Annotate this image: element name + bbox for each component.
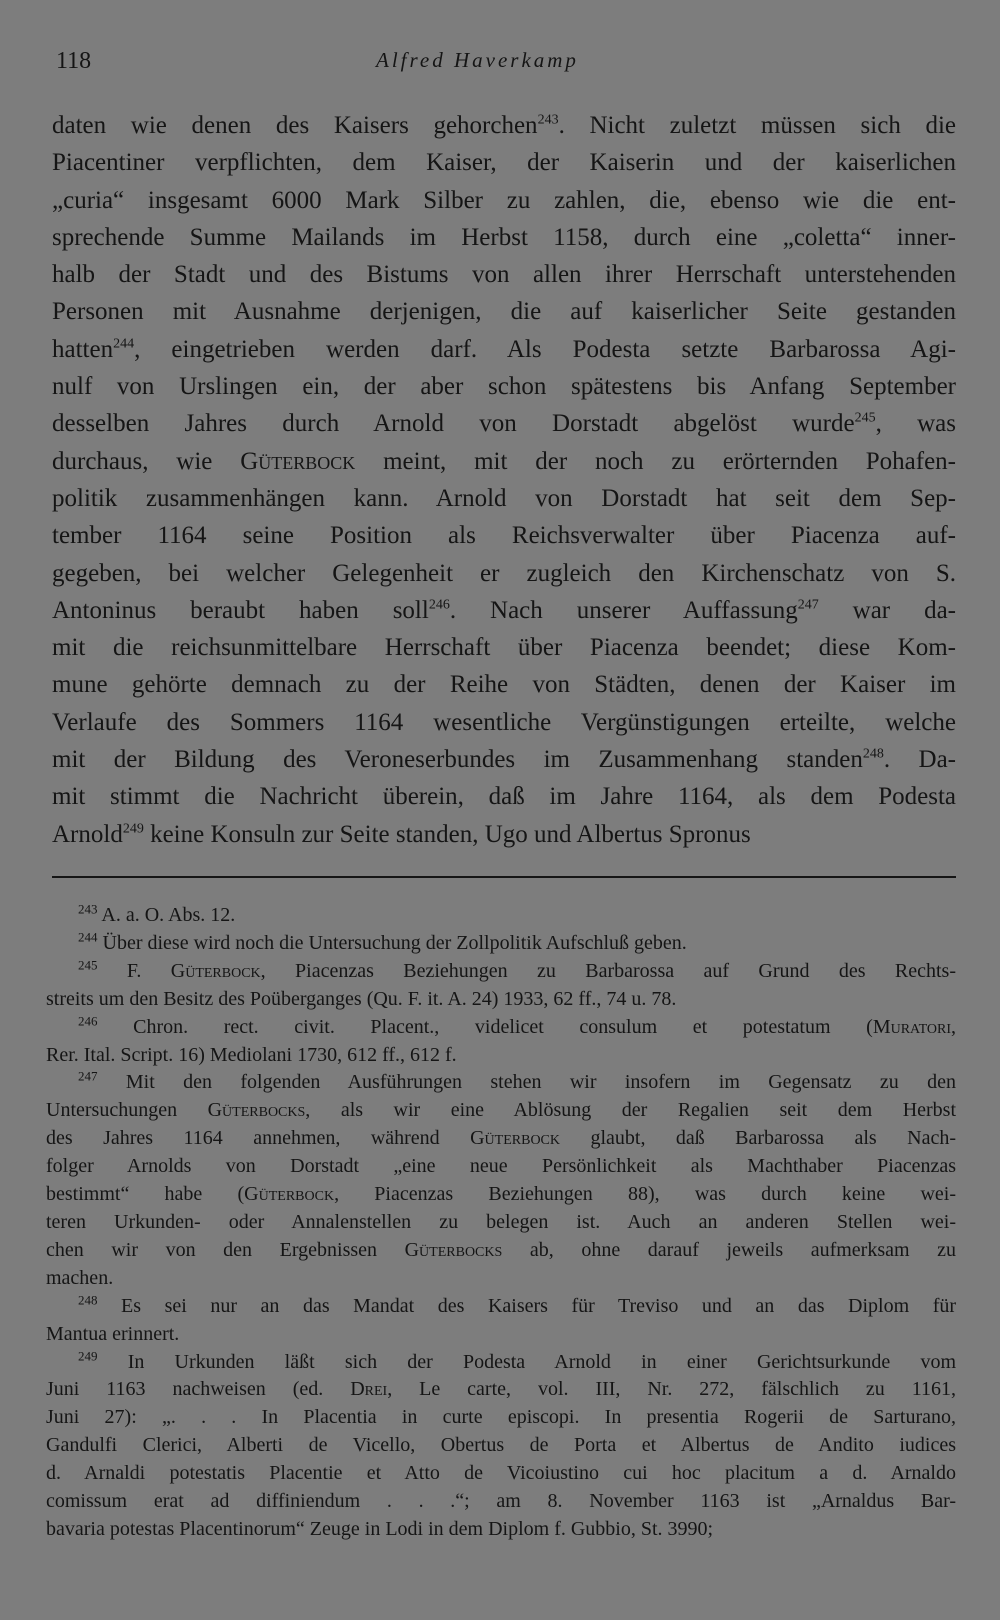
text-segment: bavaria potestas Placentinorum“ Zeuge in Lodi in dem Diplom f. Gubbio, St. 3990; xyxy=(46,1517,714,1540)
footnote-number: 243 xyxy=(78,902,98,917)
text-line xyxy=(52,480,956,517)
text-segment: Juni 1163 nachweisen (ed. xyxy=(46,1378,351,1401)
author-name: Güterbocks xyxy=(404,1238,503,1261)
text-segment: mit die reichsunmittelbare Herrschaft über Piacenza beendet; diese Kom- xyxy=(52,634,956,662)
text-segment: mune gehörte demnach zu der Reihe von Städten, denen der Kaiser im xyxy=(52,671,956,699)
text-line xyxy=(52,368,956,405)
footnote-line xyxy=(46,958,956,986)
text-segment: Mit den folgenden Ausführungen stehen wir insofern im Gegensatz zu den xyxy=(125,1071,956,1094)
text-segment: „curia“ insgesamt 6000 Mark Silber zu zahlen, die, ebenso wie die ent- xyxy=(52,186,956,214)
footnote-reference: 245 xyxy=(854,411,876,427)
text-line xyxy=(52,741,956,778)
text-segment: Verlaufe des Sommers 1164 wesentliche Vergünstigungen erteilte, welche xyxy=(52,708,956,736)
text-segment: , was xyxy=(875,410,956,438)
footnote-reference: 243 xyxy=(537,112,559,128)
text-segment: glaubt, daß Barbarossa als Nach- xyxy=(560,1127,956,1150)
footnote-line xyxy=(46,1042,956,1070)
footnote-line xyxy=(46,1488,956,1516)
footnote-line xyxy=(46,1069,956,1097)
text-segment: durchaus, wie xyxy=(52,447,241,475)
text-segment: chen wir von den Ergebnissen xyxy=(46,1238,405,1261)
text-line xyxy=(52,293,956,330)
footnote xyxy=(46,930,956,958)
footnote-rule xyxy=(52,876,956,878)
text-line xyxy=(52,629,956,666)
text-segment: meint, mit der noch zu erörternden Pohafen- xyxy=(355,447,956,475)
text-segment: bestimmt“ habe ( xyxy=(46,1183,245,1206)
text-line xyxy=(52,555,956,592)
footnote-number: 247 xyxy=(78,1069,98,1084)
author-name: Drei xyxy=(350,1378,388,1401)
text-line xyxy=(52,331,956,368)
footnote-line xyxy=(46,1265,956,1293)
text-segment: des Jahres 1164 annehmen, während xyxy=(46,1127,471,1150)
footnote xyxy=(46,1069,956,1292)
footnote-reference: 248 xyxy=(862,746,884,762)
text-line xyxy=(52,816,956,853)
text-segment: , Piacenzas Beziehungen 88), was durch keine wei- xyxy=(334,1183,956,1206)
text-segment: war da- xyxy=(818,596,956,624)
footnote-line xyxy=(46,1516,956,1544)
author-name: Güterbock xyxy=(170,959,261,982)
running-head: Alfred Haverkamp xyxy=(376,48,579,72)
text-segment: machen. xyxy=(46,1266,114,1289)
text-line xyxy=(52,778,956,815)
footnote-line xyxy=(46,986,956,1014)
footnotes xyxy=(46,902,956,1544)
footnote-number: 248 xyxy=(78,1292,98,1308)
text-segment: , als wir eine Ablösung der Regalien seit dem Herbst xyxy=(305,1099,956,1122)
text-segment: Untersuchungen xyxy=(46,1099,208,1122)
text-segment: Juni 27): „. . . In Placentia in curte episcopi. In presentia Rogerii de Sarturano, xyxy=(46,1406,956,1429)
text-segment: Rer. Ital. Script. 16) Mediolani 1730, 612 ff., 612 f. xyxy=(46,1043,457,1066)
text-segment: Arnold xyxy=(52,820,123,848)
page-header xyxy=(56,48,956,84)
text-segment: Antoninus beraubt haben soll xyxy=(52,596,429,624)
author-name: Güterbocks xyxy=(207,1099,306,1122)
footnote-line xyxy=(46,1125,956,1153)
text-segment: F. xyxy=(126,959,171,982)
footnote xyxy=(46,1014,956,1070)
footnote-line xyxy=(46,1404,956,1432)
footnote-reference: 247 xyxy=(797,597,819,613)
text-segment: tember 1164 seine Position als Reichsverwalter über Piacenza auf- xyxy=(52,522,956,550)
text-segment: gegeben, bei welcher Gelegenheit er zugleich den Kirchenschatz von S. xyxy=(52,559,956,587)
text-segment: Personen mit Ausnahme derjenigen, die auf kaiserlicher Seite gestanden xyxy=(52,298,956,326)
footnote-line xyxy=(46,1293,956,1321)
footnote-line xyxy=(46,1181,956,1209)
footnote-line xyxy=(46,902,956,930)
text-segment: , Piacenzas Beziehungen zu Barbarossa auf Grund des Rechts- xyxy=(260,959,956,982)
text-segment: mit der Bildung des Veroneserbundes im Zusammenhang standen xyxy=(52,746,863,774)
text-segment: teren Urkunden- oder Annalenstellen zu belegen ist. Auch an anderen Stellen wei- xyxy=(46,1210,956,1233)
footnote xyxy=(46,1349,956,1544)
text-segment: , xyxy=(951,1015,956,1038)
text-segment: . Nach unserer Auffassung xyxy=(449,596,798,624)
text-line xyxy=(52,666,956,703)
footnote-reference: 244 xyxy=(113,336,135,352)
text-segment: hatten xyxy=(52,335,114,363)
text-segment: Es sei nur an das Mandat des Kaisers für Treviso und an das Diplom für xyxy=(121,1294,956,1317)
author-name: Güterbock xyxy=(470,1127,561,1150)
text-segment: mit stimmt die Nachricht überein, daß im Jahre 1164, als dem Podesta xyxy=(52,783,956,811)
text-segment: A. a. O. Abs. 12. xyxy=(101,904,236,926)
text-segment: d. Arnaldi potestatis Placentie et Atto de Vicoiustino cui hoc placitum a d. Arnaldo xyxy=(46,1462,956,1485)
footnote-reference: 249 xyxy=(122,821,144,837)
footnote-line xyxy=(46,1097,956,1125)
text-line xyxy=(52,256,956,293)
text-segment: sprechende Summe Mailands im Herbst 1158, durch eine „coletta“ inner- xyxy=(52,223,956,251)
text-segment: streits um den Besitz des Poüberganges (Qu. F. it. A. 24) 1933, 62 ff., 74 u. 78. xyxy=(46,987,677,1010)
footnote xyxy=(46,1293,956,1349)
text-segment: Chron. rect. civit. Placent., videlicet consulum et potestatum ( xyxy=(133,1015,873,1038)
text-segment: ab, ohne darauf jeweils aufmerksam zu xyxy=(502,1238,956,1261)
author-name: Güterbock xyxy=(240,447,356,475)
text-segment: desselben Jahres durch Arnold von Dorstadt abgelöst wurde xyxy=(52,410,855,438)
text-line xyxy=(52,219,956,256)
text-line xyxy=(52,107,956,144)
author-name: Muratori xyxy=(872,1015,952,1038)
text-segment: keine Konsuln zur Seite standen, Ugo und Albertus Spronus xyxy=(143,820,751,848)
text-segment: folger Arnolds von Dorstadt „eine neue Persönlichkeit als Machthaber Piacenzas xyxy=(46,1155,956,1178)
footnote-line xyxy=(46,1460,956,1488)
text-line xyxy=(52,144,956,181)
text-segment: Mantua erinnert. xyxy=(46,1322,180,1345)
text-segment: . Nicht zuletzt müssen sich die xyxy=(558,112,956,139)
text-line xyxy=(52,443,956,480)
footnote-number: 246 xyxy=(78,1013,98,1028)
text-line xyxy=(52,704,956,741)
footnote xyxy=(46,958,956,1014)
footnote xyxy=(46,902,956,930)
footnote-line xyxy=(46,1237,956,1265)
text-line xyxy=(52,405,956,442)
footnote-number: 245 xyxy=(78,957,98,973)
footnote-line xyxy=(46,1432,956,1460)
footnote-line xyxy=(46,1153,956,1181)
text-line xyxy=(52,182,956,219)
text-segment: daten wie denen des Kaisers gehorchen xyxy=(52,112,538,139)
text-segment: nulf von Urslingen ein, der aber schon spätestens bis Anfang September xyxy=(52,373,956,401)
footnote-line xyxy=(46,1349,956,1377)
text-line xyxy=(52,592,956,629)
author-name: Güterbock xyxy=(244,1183,335,1206)
text-segment: politik zusammenhängen kann. Arnold von Dorstadt hat seit dem Sep- xyxy=(52,484,956,512)
footnote-line xyxy=(46,1376,956,1404)
page-number: 118 xyxy=(56,48,92,74)
text-segment: In Urkunden läßt sich der Podesta Arnold in einer Gerichtsurkunde vom xyxy=(127,1350,956,1373)
text-segment: , Le carte, vol. III, Nr. 272, fälschlich zu 1161, xyxy=(387,1378,956,1401)
text-line xyxy=(52,517,956,554)
text-segment: Gandulfi Clerici, Alberti de Vicello, Obertus de Porta et Albertus de Andito iudices xyxy=(46,1434,956,1457)
footnote-number: 249 xyxy=(78,1348,98,1363)
text-segment: Über diese wird noch die Untersuchung der Zollpolitik Aufschluß geben. xyxy=(102,931,687,954)
text-segment: . Da- xyxy=(883,746,956,774)
text-segment: Piacentiner verpflichten, dem Kaiser, der Kaiserin und der kaiserlichen xyxy=(52,149,956,177)
text-segment: halb der Stadt und des Bistums von allen ihrer Herrschaft unterstehenden xyxy=(52,261,956,289)
text-segment: , eingetrieben werden darf. Als Podesta setzte Barbarossa Agi- xyxy=(134,335,956,363)
main-text xyxy=(52,107,956,853)
footnote-reference: 246 xyxy=(428,597,450,613)
footnote-number: 244 xyxy=(78,929,98,945)
text-segment: comissum erat ad diffiniendum . . .“; am 8. November 1163 ist „Arnaldus Bar- xyxy=(46,1490,956,1513)
footnote-line xyxy=(46,1014,956,1042)
footnote-line xyxy=(46,1209,956,1237)
footnote-line xyxy=(46,930,956,958)
footnote-line xyxy=(46,1321,956,1349)
